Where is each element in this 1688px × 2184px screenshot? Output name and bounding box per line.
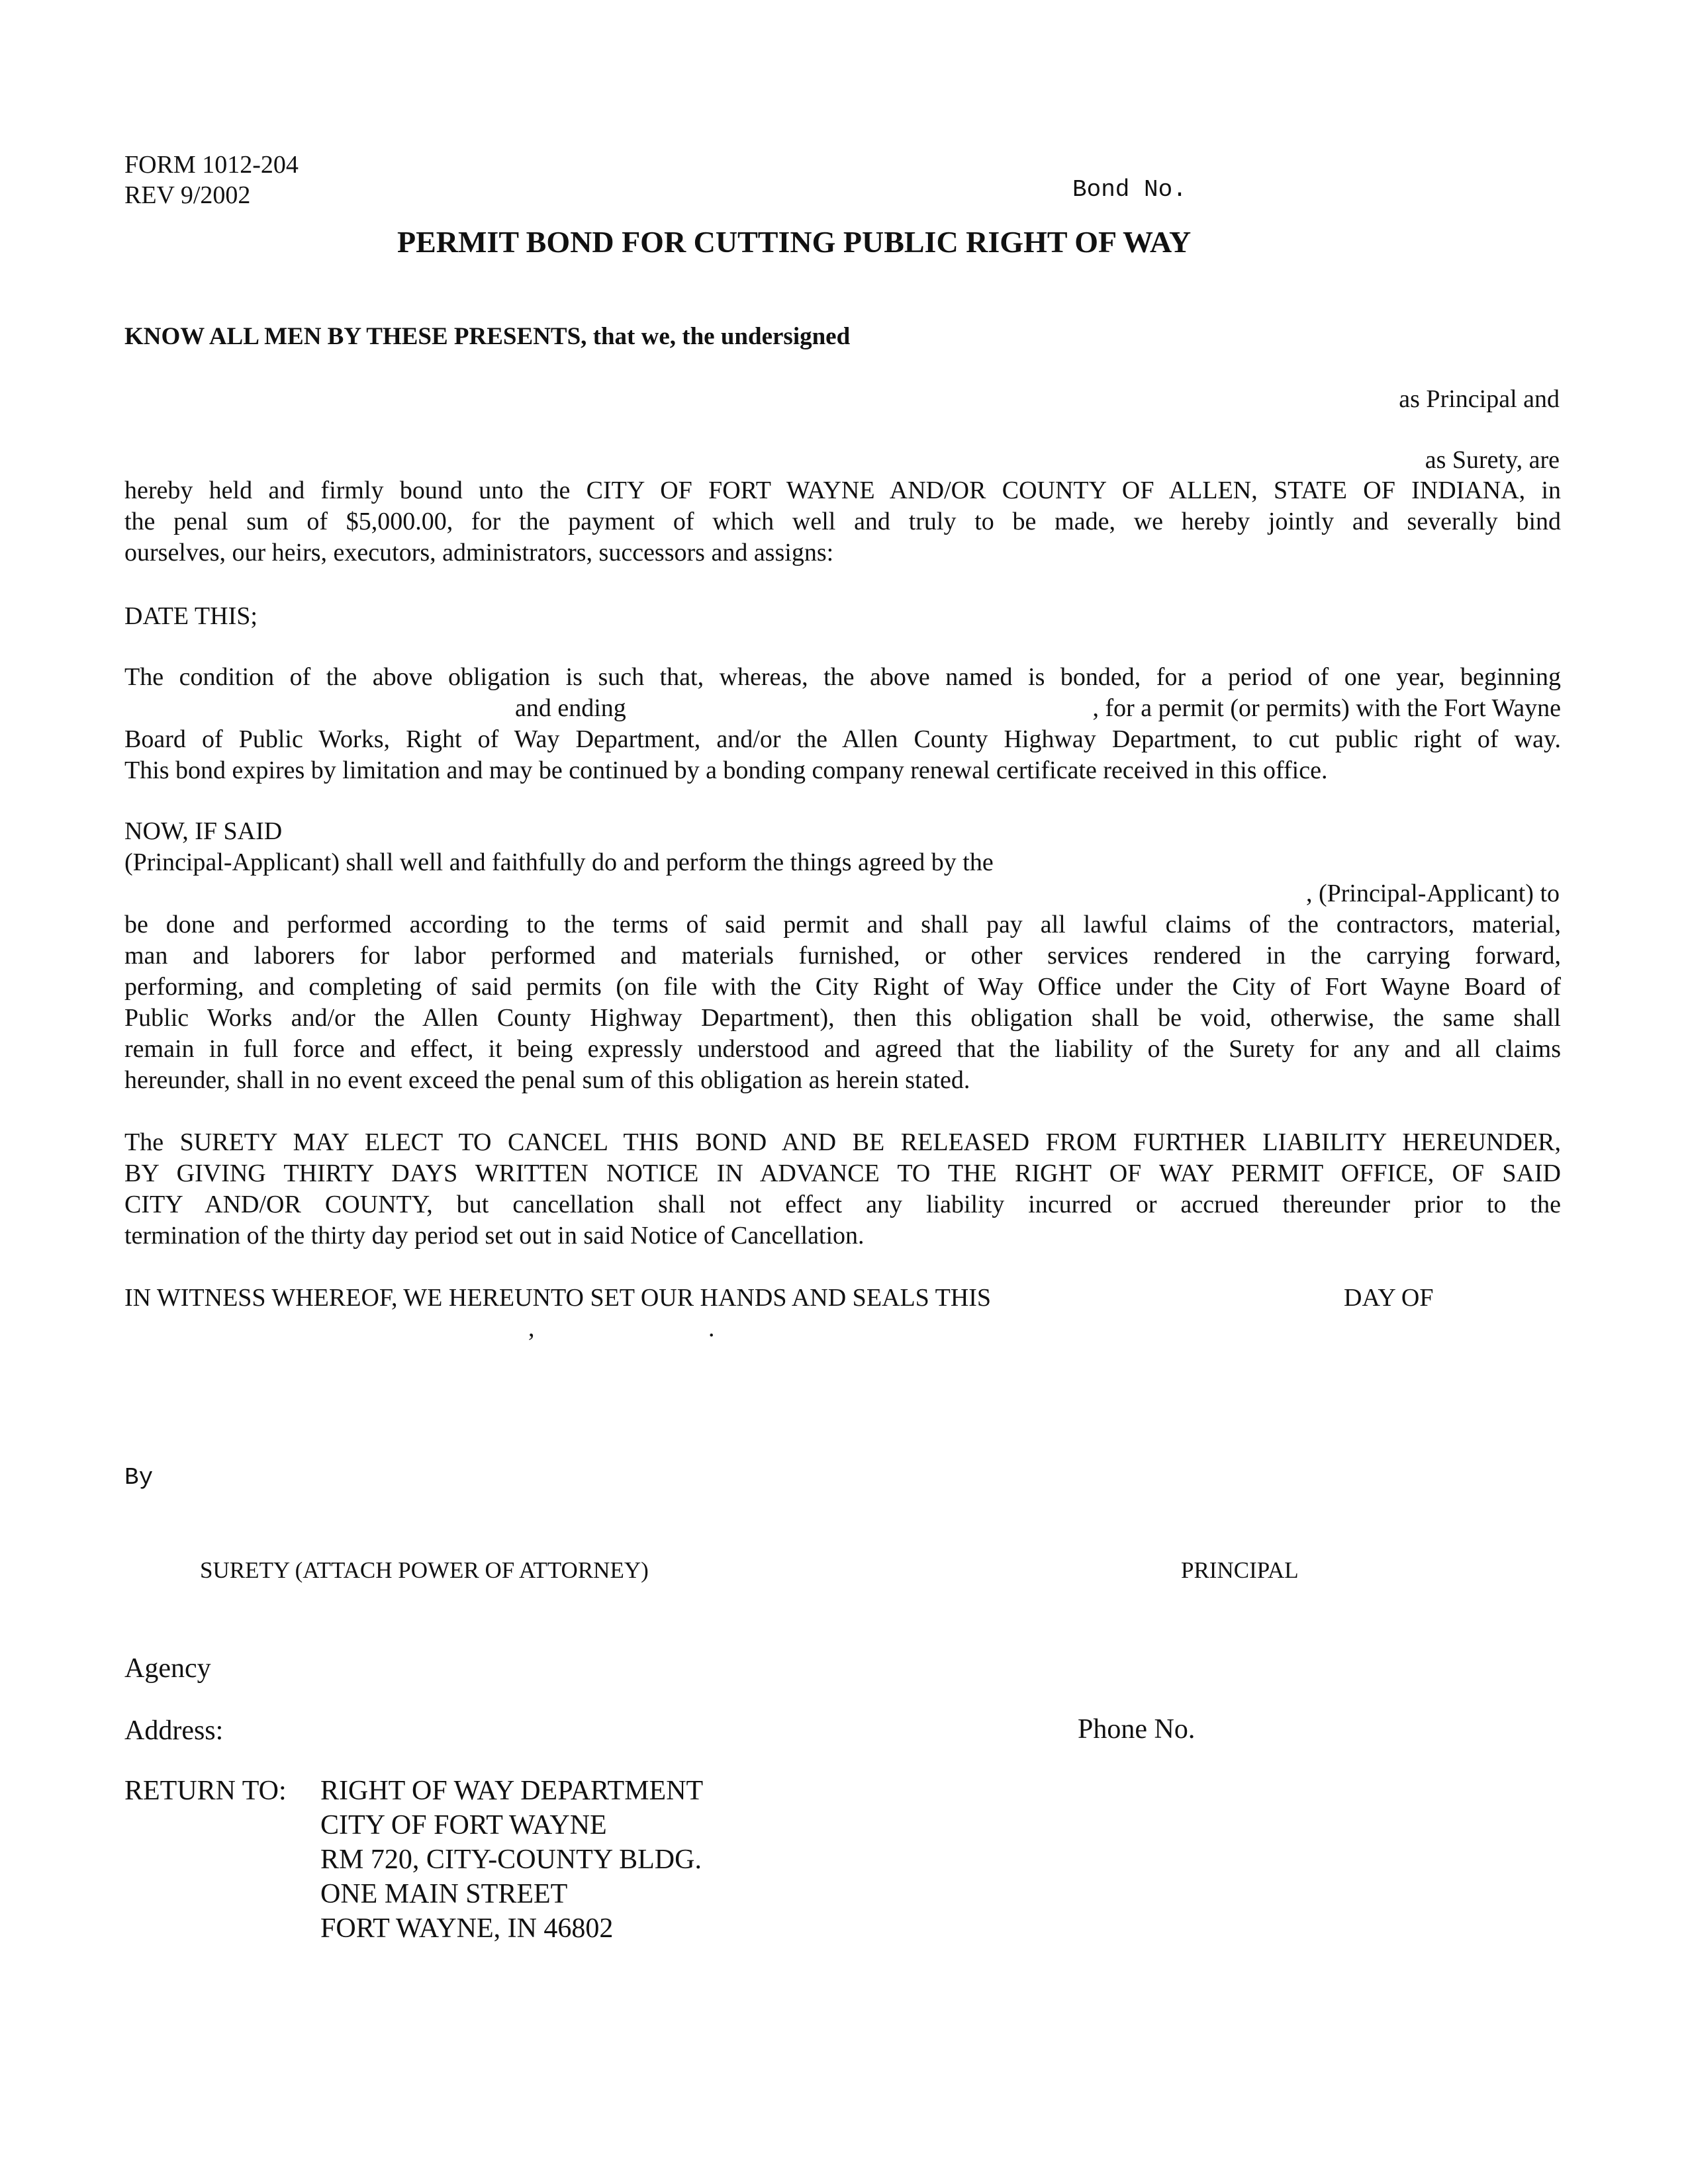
now-if-said: NOW, IF SAID [124, 817, 283, 845]
principal-signature-label: PRINCIPAL [1181, 1557, 1299, 1583]
intro-line: the penal sum of $5,000.00, for the payment of which well and truly to be made, we hereby jointly and severally bind [124, 508, 1561, 535]
address-label: Address: [124, 1715, 224, 1746]
return-to-label: RETURN TO: [124, 1776, 287, 1806]
surety-suffix: as Surety, are [1425, 446, 1560, 474]
return-address-line: ONE MAIN STREET [320, 1879, 568, 1909]
return-address-line: FORT WAYNE, IN 46802 [320, 1913, 614, 1944]
surety-cancel-line: termination of the thirty day period set out in said Notice of Cancellation. [124, 1222, 865, 1250]
principal-applicant-line: (Principal-Applicant) shall well and faithfully do and perform the things agreed by the [124, 848, 994, 876]
now-if-line: performing, and completing of said permits (on file with the City Right of Way Office under the City of Fort Wayne Board of [124, 973, 1561, 1001]
form-revision: REV 9/2002 [124, 181, 251, 209]
phone-label: Phone No. [1078, 1714, 1196, 1745]
surety-cancel-paragraph [124, 1127, 1561, 1251]
return-address-line: CITY OF FORT WAYNE [320, 1810, 607, 1841]
now-if-line: hereunder, shall in no event exceed the penal sum of this obligation as herein stated. [124, 1066, 970, 1094]
surety-cancel-line: CITY AND/OR COUNTY, but cancellation shall not effect any liability incurred or accrued thereunder prior to the [124, 1191, 1561, 1218]
now-if-line: be done and performed according to the terms of said permit and shall pay all lawful claims of the contractors, material, [124, 911, 1561, 938]
surety-signature-label: SURETY (ATTACH POWER OF ATTORNEY) [200, 1557, 649, 1583]
form-number: FORM 1012-204 [124, 151, 299, 179]
now-if-line: Public Works and/or the Allen County Highway Department), then this obligation shall be void, otherwise, the same shall [124, 1004, 1561, 1032]
now-if-line: man and laborers for labor performed and materials furnished, or other services rendered in the carrying forward, [124, 942, 1561, 970]
intro-paragraph [124, 475, 1561, 569]
surety-cancel-line: BY GIVING THIRTY DAYS WRITTEN NOTICE IN ADVANCE TO THE RIGHT OF WAY PERMIT OFFICE, OF SAID [124, 1160, 1561, 1187]
surety-cancel-line: The SURETY MAY ELECT TO CANCEL THIS BOND AND BE RELEASED FROM FURTHER LIABILITY HEREUNDER, [124, 1128, 1561, 1156]
now-if-paragraph [124, 909, 1561, 1096]
condition-line-2 [124, 693, 1561, 724]
condition-line-tail: , for a permit (or permits) with the Fort Wayne [1092, 694, 1561, 722]
witness-comma: , [528, 1314, 535, 1342]
principal-applicant-to: , (Principal-Applicant) to [1305, 880, 1560, 907]
agency-label: Agency [124, 1653, 211, 1684]
witness-period: . [708, 1314, 715, 1342]
now-if-line: remain in full force and effect, it being expressly understood and agreed that the liability of the Surety for any and all claims [124, 1035, 1561, 1063]
return-address-line: RIGHT OF WAY DEPARTMENT [320, 1776, 704, 1806]
intro-line: ourselves, our heirs, executors, administrators, successors and assigns: [124, 539, 834, 567]
principal-suffix: as Principal and [1399, 385, 1560, 413]
intro-line: hereby held and firmly bound unto the CITY OF FORT WAYNE AND/OR COUNTY OF ALLEN, STATE OF INDIANA, in [124, 477, 1561, 504]
return-address [320, 1774, 703, 1946]
day-of-label: DAY OF [1344, 1284, 1434, 1312]
return-address-line: RM 720, CITY-COUNTY BLDG. [320, 1844, 702, 1875]
condition-line: The condition of the above obligation is such that, whereas, the above named is bonded, for a period of one year, beginning [124, 663, 1561, 691]
condition-line: Board of Public Works, Right of Way Department, and/or the Allen County Highway Department, to cut public right of way. [124, 725, 1561, 753]
date-label: DATE THIS; [124, 602, 258, 630]
page-title: PERMIT BOND FOR CUTTING PUBLIC RIGHT OF WAY [397, 225, 1192, 259]
bond-no-label: Bond No. [1072, 176, 1187, 203]
condition-paragraph [124, 662, 1561, 786]
witness-text: IN WITNESS WHEREOF, WE HEREUNTO SET OUR HANDS AND SEALS THIS [124, 1284, 992, 1312]
condition-line: This bond expires by limitation and may be continued by a bonding company renewal certificate received in this office. [124, 756, 1328, 784]
and-ending-label: and ending [515, 694, 626, 722]
by-label: By [124, 1464, 154, 1491]
intro-lead: KNOW ALL MEN BY THESE PRESENTS, that we, the undersigned [124, 323, 851, 350]
